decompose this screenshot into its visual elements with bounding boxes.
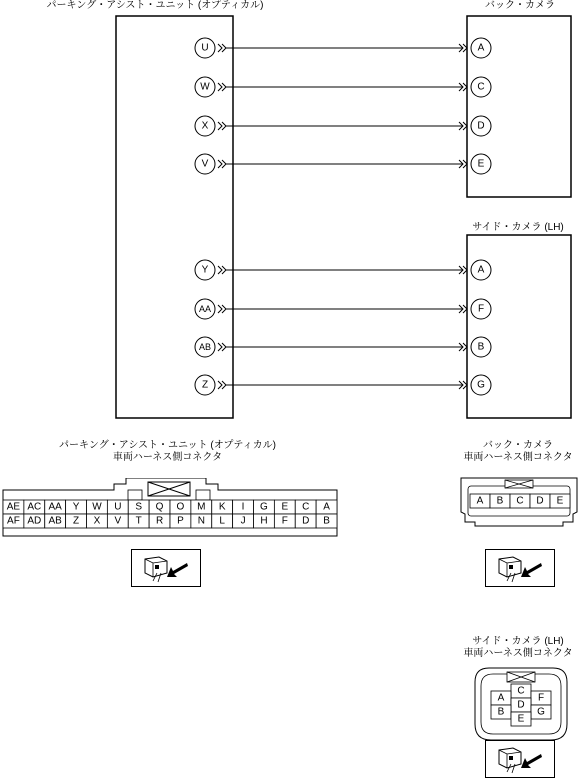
wire-side-ab — [195, 337, 491, 357]
back-camera-pin-label: C — [516, 495, 524, 507]
unit-pin-label: AE — [6, 501, 21, 513]
side-camera-pin-label: D — [517, 699, 525, 711]
unit-terminal-label: Z — [201, 379, 209, 391]
unit-pin-label: O — [176, 501, 185, 513]
unit-pin-label: K — [218, 501, 226, 513]
unit-pin-label: X — [93, 515, 101, 527]
unit-pin-label: Q — [155, 501, 164, 513]
side-camera-pin-label: B — [497, 706, 505, 718]
unit-pin-label: F — [281, 515, 288, 527]
unit-pin-label: T — [135, 515, 142, 527]
unit-pin-label: W — [92, 501, 102, 513]
unit-box — [116, 16, 233, 418]
wire-back-v — [195, 154, 491, 174]
wire-back-x — [195, 116, 491, 136]
unit-connector-right-key — [196, 490, 210, 500]
unit-terminal-label: V — [201, 158, 209, 170]
unit-pin-label: AC — [27, 501, 42, 513]
unit-pin-label: S — [135, 501, 143, 513]
unit-pin-label: AA — [48, 501, 62, 513]
back-camera-pin-label: E — [556, 495, 564, 507]
unit-connector-face — [0, 478, 340, 538]
back-camera-pin-label: A — [476, 495, 484, 507]
unit-pin-label: U — [114, 501, 122, 513]
unit-pin-label: H — [260, 515, 268, 527]
side-camera-title: サイド・カメラ (LH) — [472, 222, 564, 233]
wire-side-z — [195, 375, 491, 395]
wire-side-aa — [195, 299, 491, 319]
back-camera-pin-label: B — [496, 495, 504, 507]
unit-pin-label: Y — [72, 501, 80, 513]
unit-pin-label: I — [241, 501, 245, 513]
unit-pin-label: D — [302, 515, 310, 527]
camera-terminal-label: B — [477, 341, 485, 353]
unit-terminal-label: X — [201, 120, 209, 132]
side-camera-pin-label: A — [497, 692, 505, 704]
unit-pin-label: C — [302, 501, 310, 513]
unit-pin-label: L — [219, 515, 225, 527]
camera-terminal-label: F — [477, 303, 485, 315]
unit-connector-title — [40, 440, 295, 464]
unit-pin-label: V — [114, 515, 122, 527]
back-camera-pin-label: D — [536, 495, 544, 507]
camera-terminal-label: A — [477, 42, 485, 54]
unit-pin-label: N — [197, 515, 205, 527]
back-camera-terminal-view-icon — [485, 549, 555, 589]
unit-pin-label: P — [177, 515, 184, 527]
unit-terminal-label: W — [200, 81, 210, 93]
unit-pin-label: B — [323, 515, 330, 527]
unit-pin-label: A — [323, 501, 330, 513]
unit-pin-label: R — [155, 515, 164, 527]
camera-terminal-label: D — [477, 120, 485, 132]
side-camera-pin-label: F — [537, 692, 545, 704]
camera-terminal-label: G — [477, 379, 485, 391]
camera-terminal-label: C — [477, 81, 485, 93]
back-camera-connector-face — [455, 474, 581, 544]
side-camera-pin-label: E — [517, 713, 525, 725]
unit-terminal-label: Y — [201, 264, 209, 276]
back-camera-connector-title — [455, 440, 581, 464]
unit-pin-label: AD — [27, 515, 42, 527]
side-camera-connector-face — [473, 666, 573, 746]
back-camera-title: バック・カメラ — [485, 0, 555, 11]
camera-terminal-label: A — [477, 264, 485, 276]
unit-terminal-view-icon — [131, 549, 201, 589]
side-camera-connector-title-line1: サイド・カメラ (LH) — [472, 636, 564, 647]
side-camera-pin-label: G — [537, 706, 545, 718]
side-camera-connector-title — [455, 636, 581, 660]
back-camera-connector-title-line2: 車両ハーネス側コネクタ — [463, 452, 573, 463]
camera-terminal-label: E — [477, 158, 485, 170]
wire-side-y — [195, 260, 491, 280]
unit-connector-title-line1: パーキング・アシスト・ユニット (オプティカル) — [59, 440, 276, 451]
side-camera-terminal-view-icon — [485, 740, 555, 780]
side-camera-connector-title-line2: 車両ハーネス側コネクタ — [463, 648, 573, 659]
unit-terminal-label: AB — [198, 342, 212, 352]
unit-connector-left-key — [128, 490, 142, 500]
unit-pin-label: M — [197, 501, 206, 513]
wire-back-w — [195, 77, 491, 97]
unit-pin-label: G — [260, 501, 268, 513]
unit-terminal-label: U — [201, 42, 209, 54]
side-camera-pin-label: C — [517, 685, 525, 697]
unit-terminal-label: AA — [198, 304, 212, 314]
unit-pin-label: AF — [7, 515, 20, 527]
unit-connector-title-line2: 車両ハーネス側コネクタ — [112, 452, 223, 463]
unit-pin-label: J — [240, 515, 246, 527]
unit-pin-label: E — [281, 501, 289, 513]
wire-back-u — [195, 38, 491, 58]
unit-pin-label: AB — [48, 515, 62, 527]
unit-title: パーキング・アシスト・ユニット (オプティカル) — [46, 0, 264, 11]
back-camera-connector-title-line1: バック・カメラ — [483, 440, 553, 451]
unit-pin-label: Z — [73, 515, 80, 527]
